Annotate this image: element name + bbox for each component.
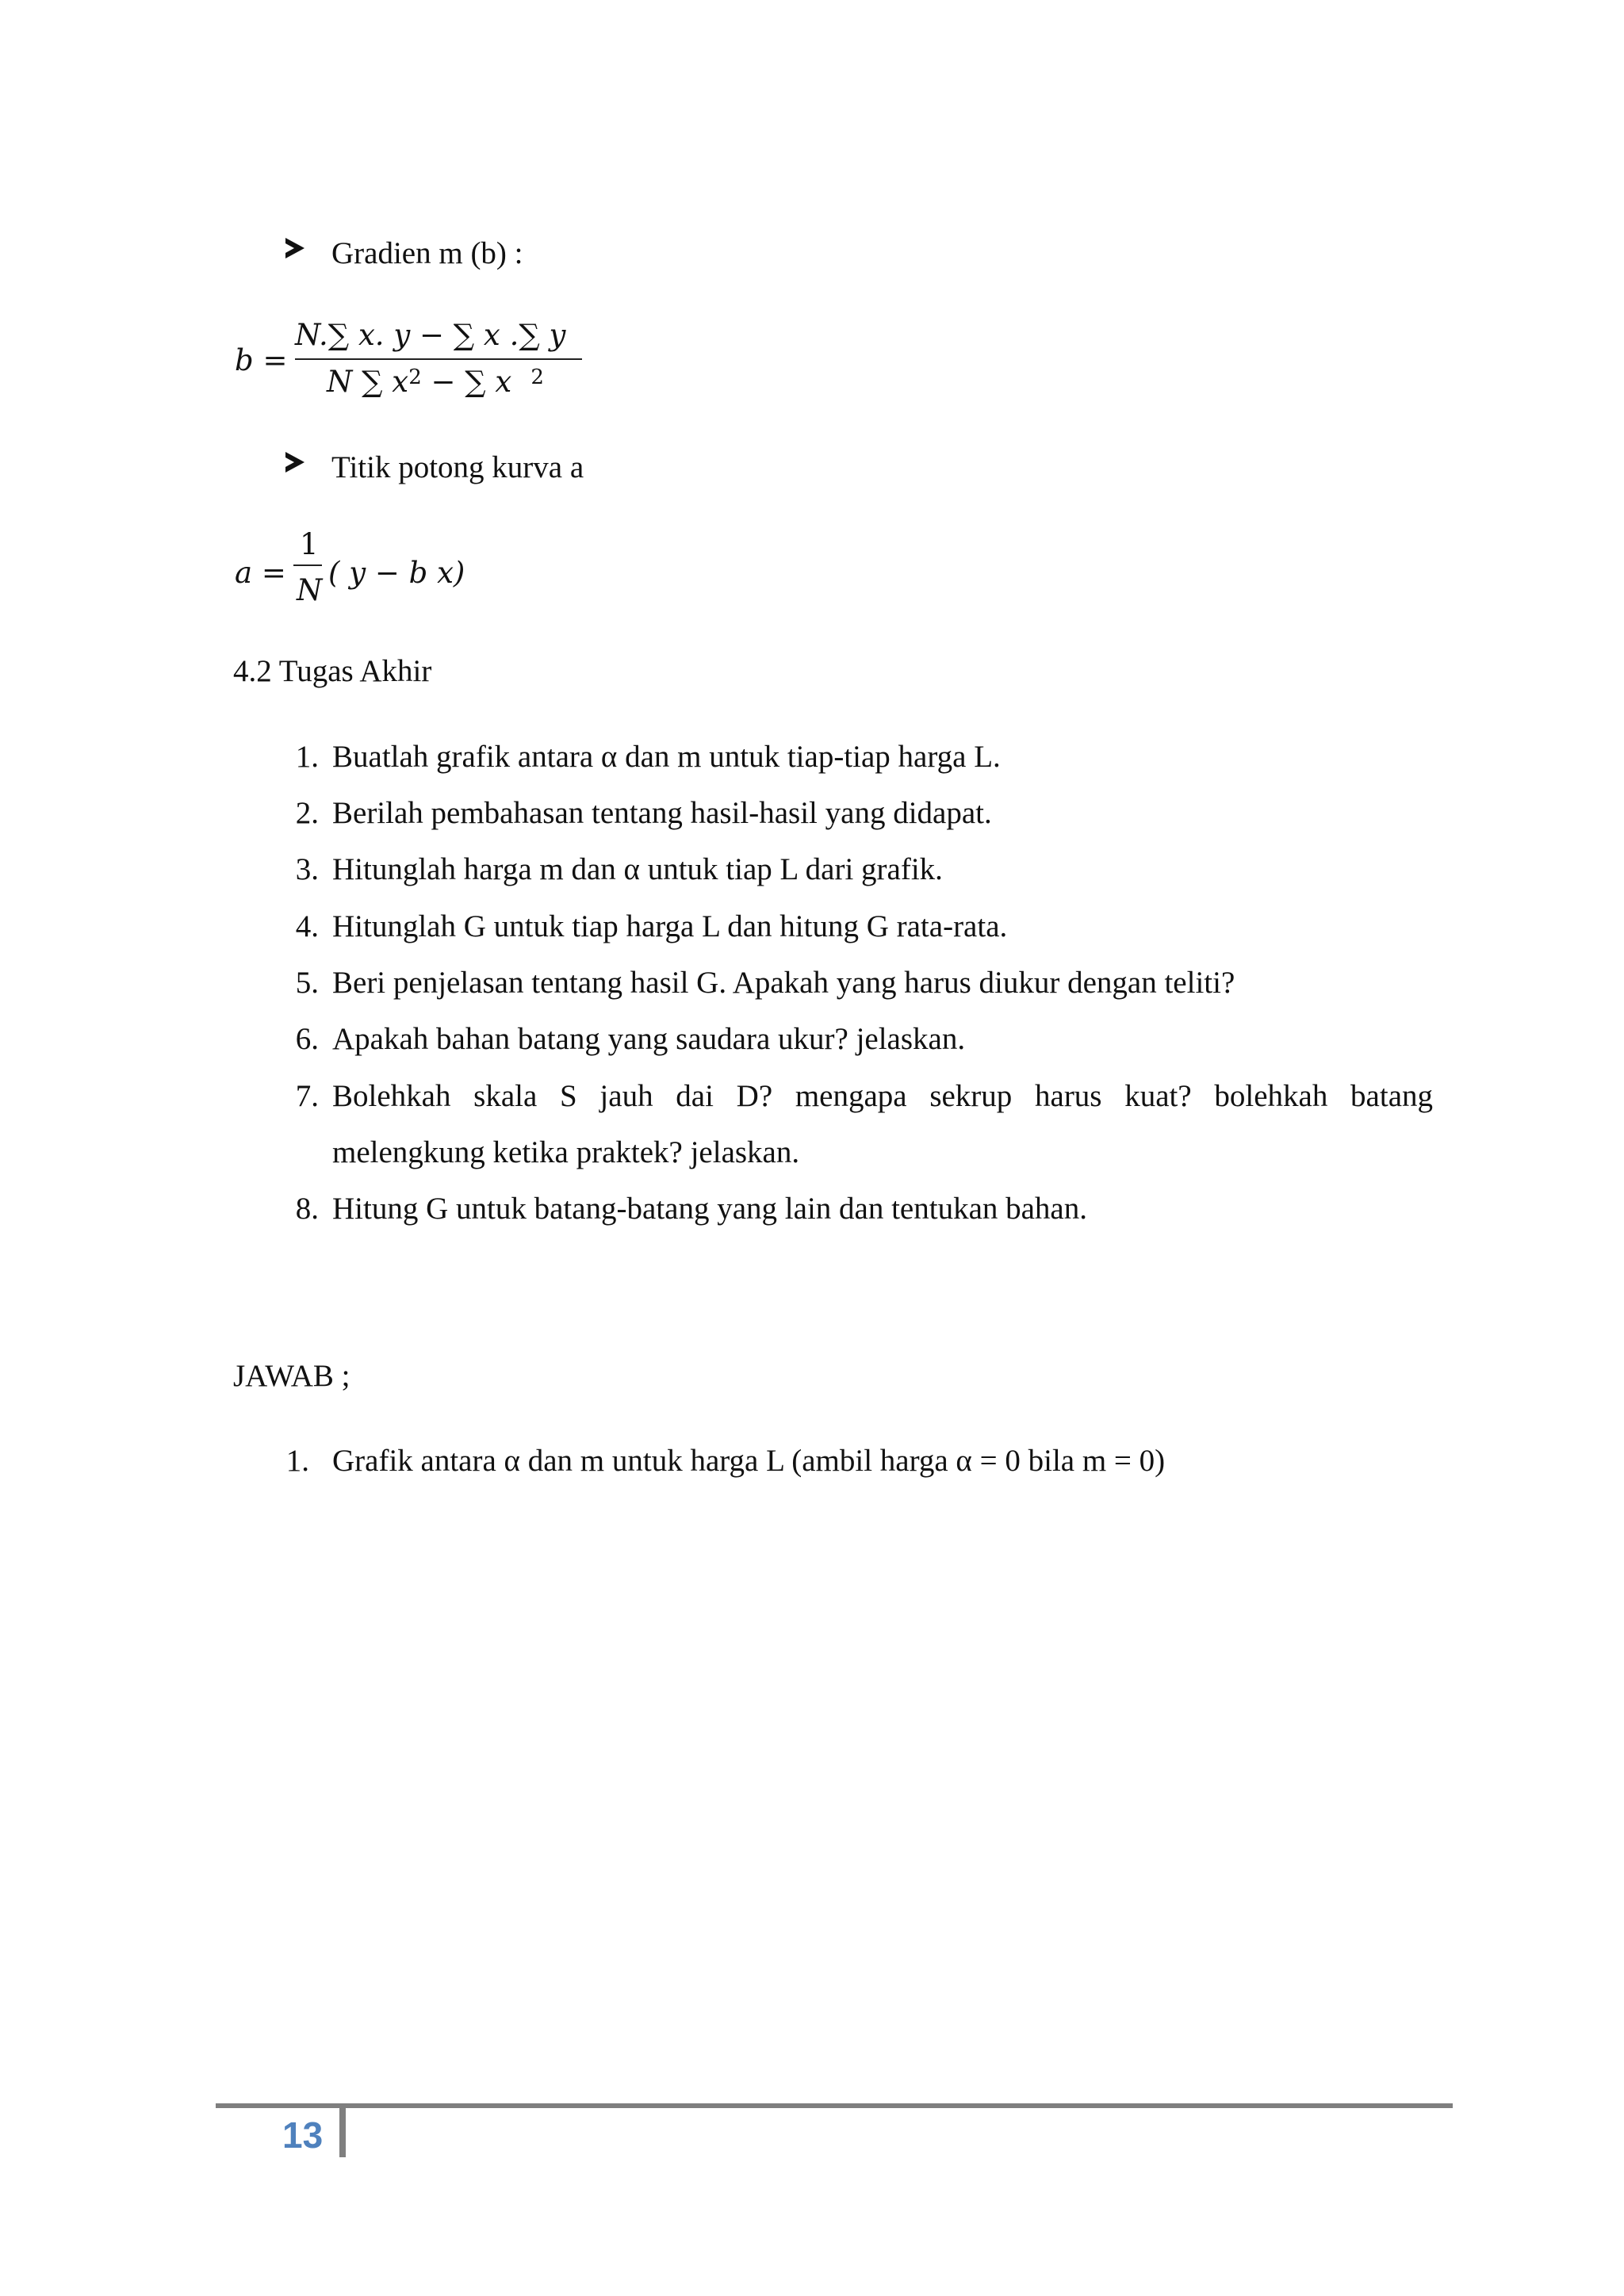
bullet-gradien: Gradien m (b) : — [331, 236, 523, 270]
page-number: 13 — [282, 2114, 324, 2156]
formula-b-den-part1: N ∑ x — [327, 365, 409, 399]
formula-a-body: ( y − b x) — [328, 556, 465, 590]
list-item: Apakah bahan batang yang saudara ukur? jelaskan. — [332, 1022, 966, 1056]
section-title: 4.2 Tugas Akhir — [233, 654, 432, 688]
formula-b-den-part2: − ∑ x — [421, 365, 512, 399]
formula-a-lhs: a = — [235, 556, 286, 590]
list-item-number: 7. — [295, 1079, 319, 1113]
list-item-number: 3. — [295, 852, 319, 886]
list-item-number: 8. — [295, 1192, 319, 1226]
formula-a-frac-num: 1 — [300, 527, 319, 561]
list-item: Bolehkah skala S jauh dai D? mengapa sekrup harus kuat? bolehkah batang — [332, 1079, 1433, 1113]
list-item-number: 6. — [295, 1022, 319, 1056]
list-item: Buatlah grafik antara α dan m untuk tiap-tiap harga L. — [332, 740, 1001, 774]
list-item-continuation: melengkung ketika praktek? jelaskan. — [332, 1135, 800, 1169]
answer-item: Grafik antara α dan m untuk harga L (ambil harga α = 0 bila m = 0) — [332, 1444, 1166, 1478]
footer-divider — [339, 2108, 346, 2157]
list-item: Hitung G untuk batang-batang yang lain dan tentukan bahan. — [332, 1192, 1087, 1226]
formula-b-lhs: b = — [235, 343, 288, 377]
answer-item-number: 1. — [285, 1444, 309, 1478]
arrow-bullet-icon — [285, 452, 304, 473]
list-item: Hitunglah G untuk tiap harga L dan hitung G rata-rata. — [332, 909, 1008, 943]
formula-b-numerator: N.∑ x. y − ∑ x .∑ y — [295, 318, 566, 352]
list-item-number: 4. — [295, 909, 319, 943]
bullet-titik: Titik potong kurva a — [331, 450, 584, 484]
formula-b-fraction-bar — [295, 358, 582, 360]
list-item-number: 2. — [295, 796, 319, 830]
list-item: Beri penjelasan tentang hasil G. Apakah yang harus diukur dengan teliti? — [332, 966, 1235, 1000]
list-item: Berilah pembahasan tentang hasil-hasil yang didapat. — [332, 796, 992, 830]
formula-b-den-sup: 2 — [408, 365, 422, 389]
formula-a-frac-den: N — [297, 573, 323, 607]
answer-heading: JAWAB ; — [233, 1359, 350, 1393]
list-item-number: 1. — [295, 740, 319, 774]
formula-b-denominator — [327, 365, 544, 399]
footer-rule — [216, 2103, 1453, 2108]
formula-a-fraction-bar — [293, 564, 322, 566]
list-item: Hitunglah harga m dan α untuk tiap L dari grafik. — [332, 852, 943, 886]
formula-b-den-sup2: 2 — [530, 365, 544, 389]
list-item-number: 5. — [295, 966, 319, 1000]
arrow-bullet-icon — [285, 238, 304, 258]
